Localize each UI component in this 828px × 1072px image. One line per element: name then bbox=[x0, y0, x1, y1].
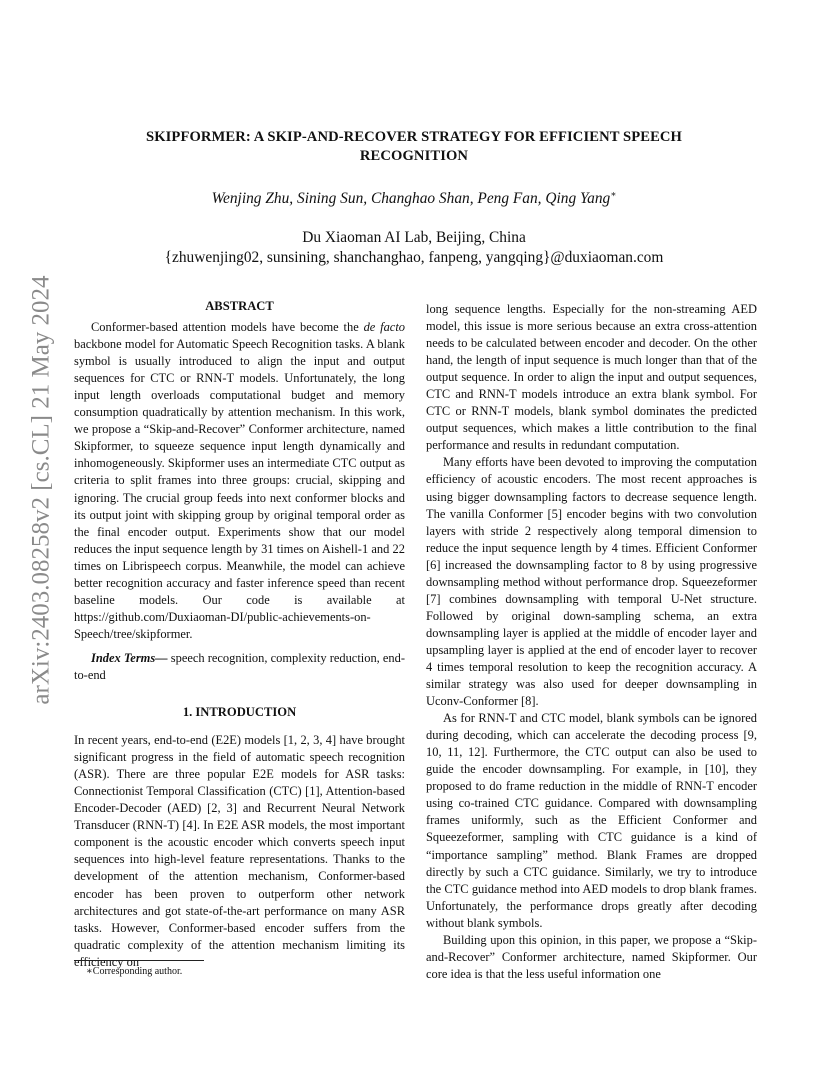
index-terms bbox=[74, 650, 405, 684]
affiliation: Du Xiaoman AI Lab, Beijing, China bbox=[302, 229, 526, 247]
right-paragraph-4: Building upon this opinion, in this paper, we propose a “Skip-and-Recover” Conformer architecture, named Skipformer. Our core idea is that the less useful information one bbox=[426, 932, 757, 981]
author-names: Wenjing Zhu, Sining Sun, Changhao Shan, Peng Fan, Qing Yang bbox=[211, 190, 611, 208]
right-paragraph-2: Many efforts have been devoted to improving the computation efficiency of acoustic encoders. The most recent approaches is using bigger downsampling factors to decrease sequence length. The vanilla Conformer [5] encoder begins with two convolution layers with stride 2 respectively along temporal dimension to reduce the input sequence length by 4 times. Efficient Conformer [6] increased the downsampling factor to 8 by using progressive downsampling method without performance drop. Squeezeformer [7] combines downsampling with temporal U-Net structure. Followed by original down-sampling schema, an extra downsampling layer is applied at the middle of encoder layer and upsampling layer is applied at the end of encoder layer to recover 4 times temporal resolution to keep the recognition accuracy. A similar strategy was also used for deeper downsampling in Uconv-Conformer [8]. bbox=[426, 455, 757, 709]
corresponding-author-mark: ∗ bbox=[610, 189, 617, 199]
abstract-body: backbone model for Automatic Speech Recognition tasks. A blank symbol is usually introduced to align the input and output sequences for CTC or RNN-T models. Unfortunately, the long input length overloads computational budget and memory consumption quadratically by attention mechanism. In this work, we propose a “Skip-and-Recover” Conformer architecture, named Skipformer, to squeeze sequence input length dynamically and inhomogeneously. Skipformer uses an intermediate CTC output as criteria to split frames into three groups: crucial, skipping and ignoring. The crucial group feeds into next conformer blocks and its output joint with skipping group by original temporal order as the final encoder output. Experiments show that our model reduces the input sequence length by 31 times on Aishell-1 and 22 times on Librispeech corpus. Meanwhile, the model can achieve better recognition accuracy and faster inference speed than recent baseline models. Our code is available at https://github.com/Duxiaoman-DI/public-achievements-on-Speech/tree/skipformer. bbox=[74, 337, 405, 641]
index-terms-text: speech recognition, complexity reduction, end-to-end bbox=[74, 650, 406, 682]
index-terms-label: Index Terms— bbox=[91, 650, 168, 665]
introduction-heading: 1. INTRODUCTION bbox=[182, 705, 297, 720]
arxiv-identifier-stamp bbox=[22, 275, 62, 705]
author-list bbox=[90, 189, 738, 208]
arxiv-id-text: arXiv:2403.08258v2 [cs.CL] 21 May 2024 bbox=[28, 275, 55, 705]
title-line-1: SKIPFORMER: A SKIP-AND-RECOVER STRATEGY FOR EFFICIENT SPEECH bbox=[145, 129, 683, 145]
abstract-lead-italic: de facto bbox=[363, 320, 406, 335]
intro-paragraph-1: In recent years, end-to-end (E2E) models [1, 2, 3, 4] have brought significant progress in the field of automatic speech recognition (ASR). There are three popular E2E models for ASR tasks: Connectionist Temporal Classification (CTC) [1], Attention-based Encoder-Decoder (AED) [2, 3] and Recurrent Neural Network Transducer (RNN-T) [4]. In E2E ASR models, the most important component is the acoustic encoder which converts speech input sequences into high-level feature representations. Thanks to the development of the attention mechanism, Conformer-based encoder has been proven to outperform other network architectures and got state-of-the-art performance on many ASR tasks. However, Conformer-based encoder suffers from the quadratic complexity of the attention mechanism limiting its efficiency on bbox=[74, 733, 405, 969]
affiliation-block bbox=[90, 228, 738, 268]
author-emails: {zhuwenjing02, sunsining, shanchanghao, fanpeng, yangqing}@duxiaoman.com bbox=[164, 249, 664, 267]
title-block bbox=[90, 128, 738, 268]
abstract-lead: Conformer-based attention models have become the bbox=[91, 320, 364, 335]
right-paragraph-3: As for RNN-T and CTC model, blank symbols can be ignored during decoding, which can accelerate the decoding process [9, 10, 11, 12]. Furthermore, the CTC output can also be used to guide the encoder downsampling. For example, in [10], they proposed to do frame reduction in the middle of RNN-T encoder using co-trained CTC guidance. Compared with downsampling frames uniformly, such as the Efficient Conformer and Squeezeformer, sampling with CTC guidance is a kind of “importance sampling” method. Blank Frames are dropped directly by such a CTC guidance. Similarly, we try to introduce the CTC guidance method into AED models to drop blank frames. Unfortunately, the performance drops greatly after decoding without blank symbols. bbox=[426, 711, 757, 930]
title-line-2: RECOGNITION bbox=[359, 148, 469, 164]
abstract-text bbox=[74, 319, 405, 643]
footnote bbox=[74, 960, 405, 977]
paper-title bbox=[90, 128, 738, 166]
right-column bbox=[426, 301, 757, 983]
left-column bbox=[74, 298, 405, 971]
footnote-rule bbox=[74, 960, 204, 961]
footnote-text: ∗Corresponding author. bbox=[86, 966, 183, 977]
right-paragraph-1: long sequence lengths. Especially for the non-streaming AED model, this issue is more serious because an extra cross-attention needs to be calculated between encoder and decoder. On the other hand, the length of input sequence is much longer than that of the output sequence. In order to align the input and output sequences, CTC and RNN-T models introduce an extra blank symbol. For CTC or RNN-T models, blank symbol dominates the predicted output sequences, which makes a little contribution to the final performance and results in redundant computation. bbox=[426, 302, 757, 453]
abstract-heading: ABSTRACT bbox=[205, 299, 274, 313]
